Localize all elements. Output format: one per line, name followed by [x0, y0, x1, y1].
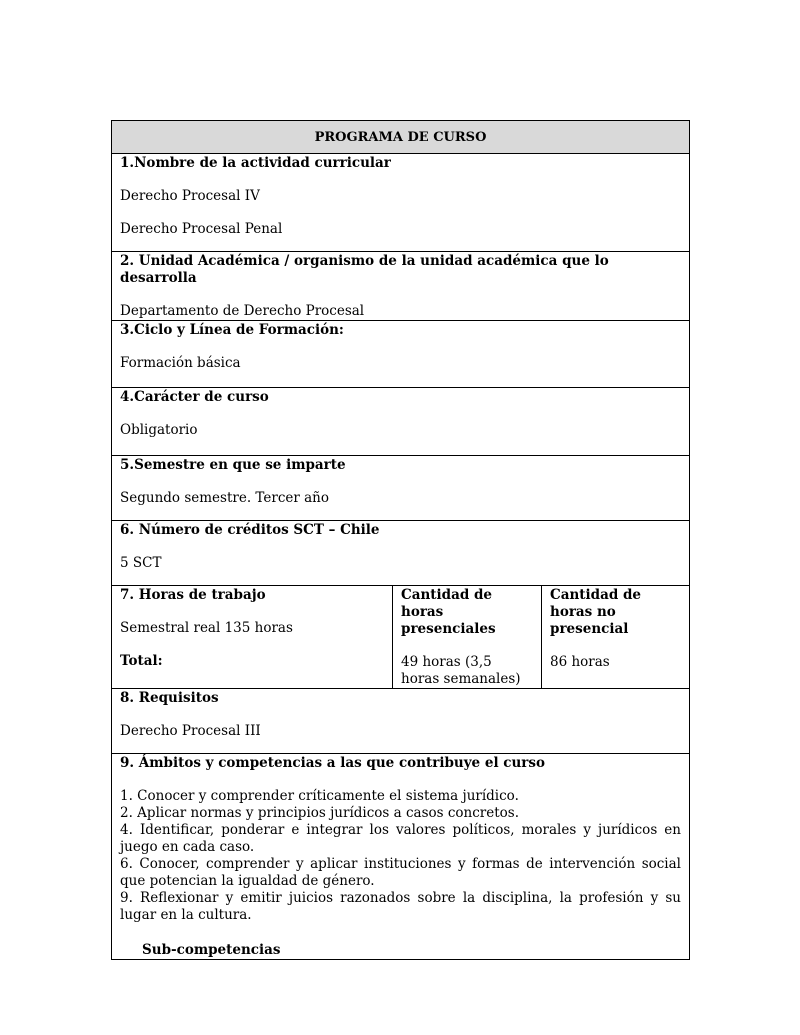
- requirements: Derecho Procesal III: [120, 723, 261, 739]
- presencial-title: Cantidad de horas presenciales: [401, 587, 496, 637]
- competency-item: 9. Reflexionar y emitir juicios razonados sobre la disciplina, la profesión y su lugar en la cultura.: [120, 890, 681, 923]
- section-4-cell: [112, 388, 690, 456]
- section-7-title: 7. Horas de trabajo: [120, 587, 266, 603]
- header-row: [112, 121, 690, 154]
- course-character: Obligatorio: [120, 422, 198, 438]
- section-9-row: [112, 754, 690, 960]
- sub-competencies-title: Sub-competencias: [142, 942, 281, 958]
- real-hours: Semestral real 135 horas: [120, 620, 293, 636]
- competency-item: 2. Aplicar normas y principios jurídicos a casos concretos.: [120, 805, 520, 821]
- section-5-row: [112, 456, 690, 521]
- semester: Segundo semestre. Tercer año: [120, 490, 329, 506]
- presencial-cell: [393, 586, 542, 689]
- section-2-cell: [112, 252, 690, 321]
- section-9-cell: [112, 754, 690, 960]
- section-4-row: [112, 388, 690, 456]
- section-3-title: 3.Ciclo y Línea de Formación:: [120, 322, 344, 338]
- competency-item: 1. Conocer y comprender críticamente el sistema jurídico.: [120, 788, 519, 804]
- total-label: Total:: [120, 653, 163, 669]
- no-presencial-value: 86 horas: [550, 654, 610, 670]
- competency-item: 4. Identificar, ponderar e integrar los valores políticos, morales y jurídicos en juego en cada caso.: [120, 822, 681, 855]
- section-8-row: [112, 689, 690, 754]
- section-5-cell: [112, 456, 690, 521]
- section-9-title: 9. Ámbitos y competencias a las que contribuye el curso: [120, 755, 546, 771]
- course-name: Derecho Procesal IV: [120, 188, 260, 204]
- program-header: PROGRAMA DE CURSO: [112, 121, 690, 154]
- presencial-value: 49 horas (3,5 horas semanales): [401, 654, 521, 687]
- section-2-title: 2. Unidad Académica / organismo de la unidad académica que lo desarrolla: [120, 253, 609, 286]
- academic-unit: Departamento de Derecho Procesal: [120, 303, 365, 319]
- section-8-title: 8. Requisitos: [120, 690, 219, 706]
- section-3-row: [112, 321, 690, 388]
- section-1-title: 1.Nombre de la actividad curricular: [120, 155, 391, 171]
- section-1-row: [112, 154, 690, 252]
- section-7-row: [112, 586, 690, 689]
- section-4-title: 4.Carácter de curso: [120, 389, 269, 405]
- section-8-cell: [112, 689, 690, 754]
- section-7-main-cell: [112, 586, 393, 689]
- section-6-title: 6. Número de créditos SCT – Chile: [120, 522, 380, 538]
- no-presencial-cell: [542, 586, 690, 689]
- section-6-cell: [112, 521, 690, 586]
- section-5-title: 5.Semestre en que se imparte: [120, 457, 346, 473]
- section-6-row: [112, 521, 690, 586]
- section-3-cell: [112, 321, 690, 388]
- competency-item: 6. Conocer, comprender y aplicar instituciones y formas de intervención social que potencian la igualdad de género.: [120, 856, 681, 889]
- section-2-row: [112, 252, 690, 321]
- no-presencial-title: Cantidad de horas no presencial: [550, 587, 642, 637]
- course-program-table: [111, 120, 690, 960]
- course-subname: Derecho Procesal Penal: [120, 221, 283, 237]
- credits: 5 SCT: [120, 555, 162, 571]
- formation-cycle: Formación básica: [120, 355, 241, 371]
- section-1-cell: [112, 154, 690, 252]
